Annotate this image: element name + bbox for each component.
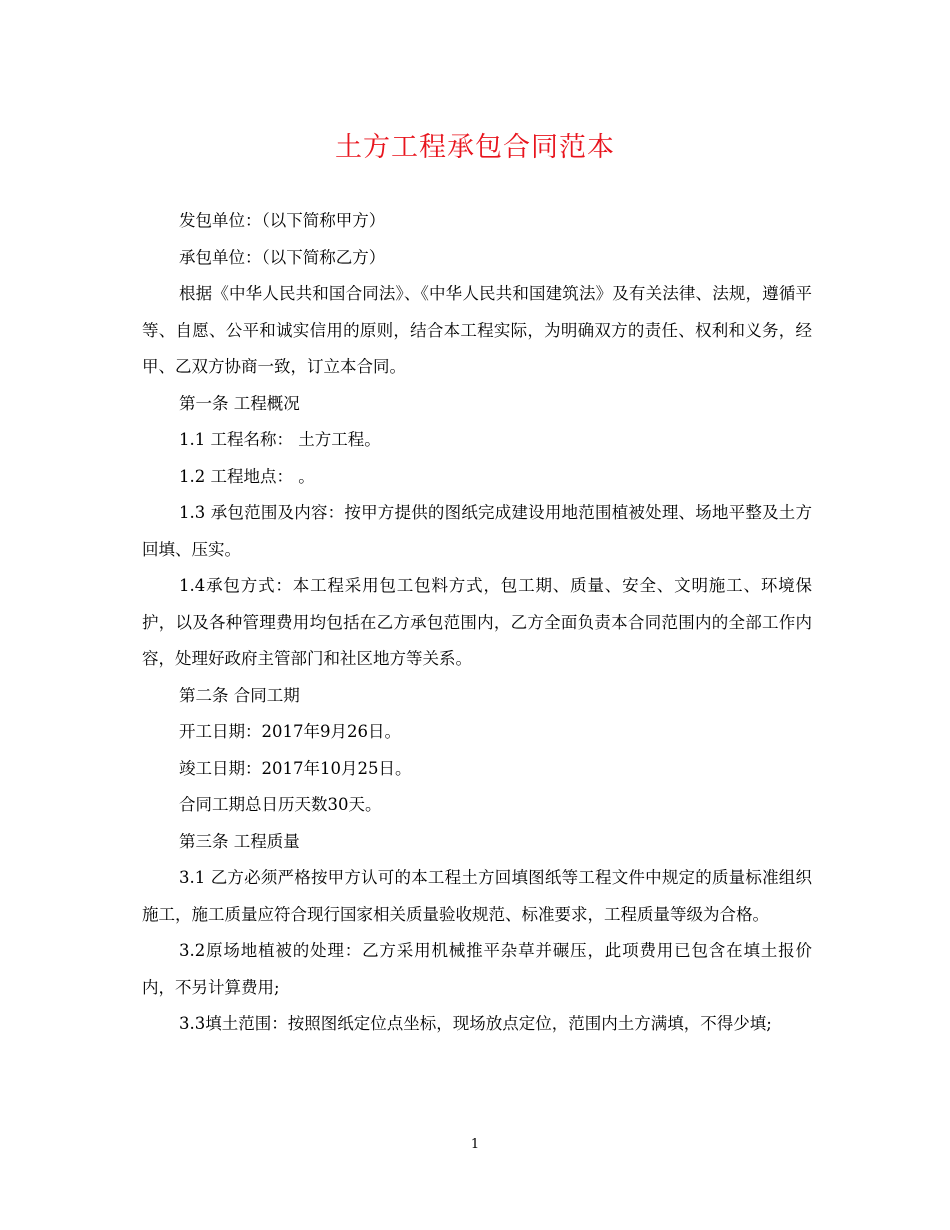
paragraph-issuer: 发包单位：（以下简称甲方） xyxy=(179,211,386,230)
total-duration: 合同工期总日历天数30天。 xyxy=(179,795,382,814)
clause-1-3: 1.3 承包范围及内容：按甲方提供的图纸完成建设用地范围植被处理、场地平整及土方回填、压实。 xyxy=(142,503,812,559)
clause-1-1: 1.1 工程名称： 土方工程。 xyxy=(179,430,381,449)
document-body xyxy=(142,203,812,1043)
document-title: 土方工程承包合同范本 xyxy=(335,132,615,163)
section-heading-2: 第二条 合同工期 xyxy=(179,685,300,705)
clause-3-3: 3.3填土范围：按照图纸定位点坐标，现场放点定位，范围内土方满填，不得少填; xyxy=(179,1014,772,1033)
clause-3-1: 3.1 乙方必须严格按甲方认可的本工程土方回填图纸等工程文件中规定的质量标准组织施工，施工质量应符合现行国家相关质量验收规范、标准要求，工程质量等级为合格。 xyxy=(142,868,812,924)
clause-3-2: 3.2原场地植被的处理：乙方采用机械推平杂草并碾压，此项费用已包含在填土报价内，不另计算费用; xyxy=(142,941,812,997)
paragraph-preamble: 根据《中华人民共和国合同法》、《中华人民共和国建筑法》及有关法律、法规，遵循平等、自愿、公平和诚实信用的原则，结合本工程实际，为明确双方的责任、权利和义务，经甲、乙双方协商一致，订立本合同。 xyxy=(142,284,812,376)
page-number: 1 xyxy=(470,1137,480,1152)
section-heading-3: 第三条 工程质量 xyxy=(179,831,300,851)
completion-date: 竣工日期：2017年10月25日。 xyxy=(179,758,412,778)
clause-1-2: 1.2 工程地点： 。 xyxy=(179,466,315,486)
clause-1-4: 1.4承包方式：本工程采用包工包料方式，包工期、质量、安全、文明施工、环境保护，以及各种管理费用均包括在乙方承包范围内，乙方全面负责本合同范围内的全部工作内容，处理好政府主管部门和社区地方等关系。 xyxy=(142,576,812,668)
paragraph-contractor: 承包单位：（以下简称乙方） xyxy=(179,247,386,267)
section-heading-1: 第一条 工程概况 xyxy=(179,393,300,413)
start-date: 开工日期：2017年9月26日。 xyxy=(179,722,401,741)
